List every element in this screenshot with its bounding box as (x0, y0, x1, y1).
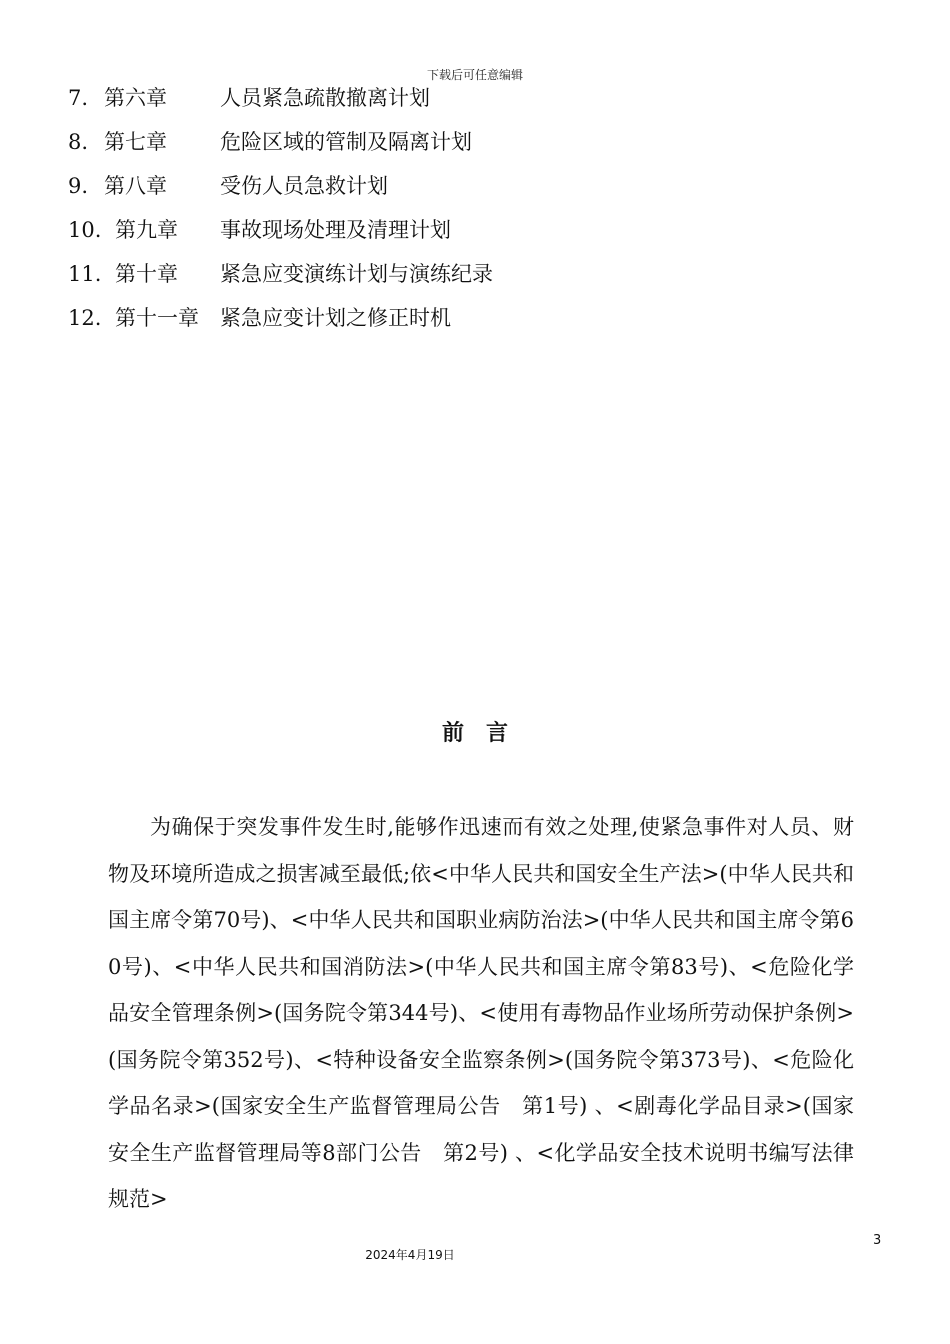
toc-item (68, 300, 868, 344)
toc-item-title: 人员紧急疏散撤离计划 (220, 86, 430, 110)
toc-item-number: 11. (68, 262, 102, 286)
toc-item-chapter: 第十章 (115, 262, 178, 286)
toc-item-number: 7. (68, 86, 89, 110)
footer-date: 2024年4月19日 (365, 1248, 455, 1262)
toc-item-chapter: 第十一章 (115, 306, 199, 330)
page-number: 3 (873, 1233, 882, 1248)
table-of-contents (68, 80, 868, 344)
toc-item-title: 受伤人员急救计划 (220, 174, 388, 198)
toc-item-number: 10. (68, 218, 102, 242)
toc-item-chapter: 第九章 (115, 218, 178, 242)
toc-item-number: 12. (68, 306, 102, 330)
toc-item-title: 事故现场处理及清理计划 (220, 218, 451, 242)
toc-item (68, 256, 868, 300)
toc-item-title: 紧急应变计划之修正时机 (220, 306, 451, 330)
section-heading: 前言 (441, 720, 530, 746)
toc-item (68, 80, 868, 124)
toc-item (68, 168, 868, 212)
toc-item-chapter: 第六章 (104, 86, 167, 110)
toc-item-chapter: 第七章 (104, 130, 167, 154)
toc-item (68, 212, 868, 256)
toc-item-title: 紧急应变演练计划与演练纪录 (220, 262, 493, 286)
toc-item-chapter: 第八章 (104, 174, 167, 198)
toc-item-number: 9. (68, 174, 89, 198)
toc-item-number: 8. (68, 130, 89, 154)
preface-paragraph: 为确保于突发事件发生时,能够作迅速而有效之处理,使紧急事件对人员、财物及环境所造成之损害减至最低;依<中华人民共和国安全生产法>(中华人民共和国主席令第70号)、<中华人民共和国职业病防治法>(中华人民共和国主席令第60号)、<中华人民共和国消防法>(中华人民共和国主席令第83号)、<危险化学品安全管理条例>(国务院令第344号)、<使用有毒物品作业场所劳动保护条例>(国务院令第352号)、<特种设备安全监察条例>(国务院令第373号)、<危险化学品名录>(国家安全生产监督管理局公告 第1号) 、<剧毒化学品目录>(国家安全生产监督管理局等8部门公告 第2号) 、<化学品安全技术说明书编写法律规范> (108, 815, 854, 1211)
toc-item (68, 124, 868, 168)
header-note: 下载后可任意编辑 (426, 68, 523, 82)
toc-item-title: 危险区域的管制及隔离计划 (220, 130, 472, 154)
